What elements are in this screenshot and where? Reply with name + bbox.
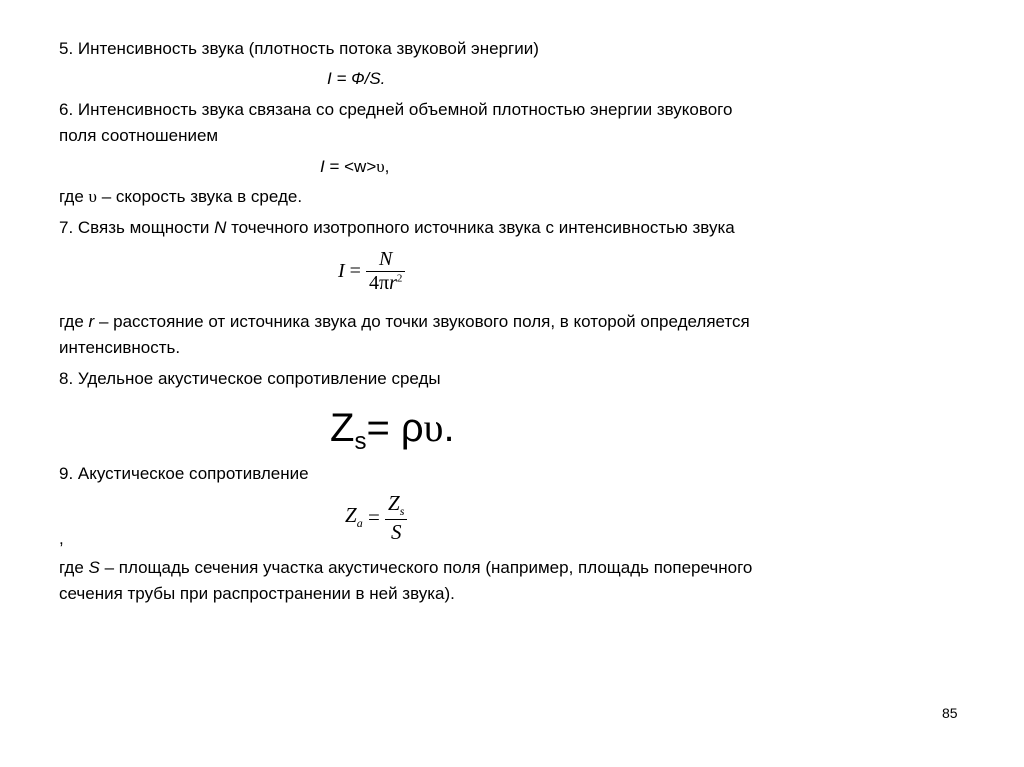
where-prefix: где [59, 312, 89, 331]
where-distance-line1 [59, 310, 750, 334]
item-9: 9. Акустическое сопротивление [59, 464, 309, 483]
item-7-prefix: 7. Связь мощности [59, 218, 215, 237]
formula-point-source [338, 248, 405, 295]
fraction [366, 248, 405, 295]
formula-energy-density [320, 155, 389, 179]
formula-end: . [443, 406, 455, 450]
formula-acoustic-impedance [345, 491, 407, 544]
formula-rest: = ρ [366, 406, 424, 450]
page-number: 85 [942, 705, 958, 721]
formula-equals: = [349, 260, 361, 282]
item-6-line1: 6. Интенсивность звука связана со средней объемной плотностью энергии звукового [59, 100, 733, 119]
denominator-coefficient: 4π [368, 272, 390, 294]
formula-lhs: I [338, 260, 345, 282]
upsilon-symbol: υ [423, 405, 444, 450]
power-symbol: N [214, 218, 227, 237]
lhs-symbol: Z [345, 503, 357, 528]
where-text: – расстояние от источника звука до точки звукового поля, в которой определяется [94, 312, 750, 331]
where-text: – площадь сечения участка акустического поля (например, площадь поперечного [99, 558, 753, 577]
formula-lhs [345, 503, 363, 531]
item-7-text: точечного изотропного источника звука с интенсивностью звука [226, 218, 735, 237]
distance-symbol: r [88, 312, 95, 331]
formula-i: I [320, 157, 325, 176]
denominator-variable: r [389, 272, 397, 294]
area-symbol: S [88, 558, 100, 577]
fraction [385, 491, 407, 544]
fraction-numerator [385, 491, 407, 519]
upsilon-symbol: υ [376, 157, 385, 176]
impedance-symbol: Z [330, 406, 355, 450]
fraction-denominator [366, 271, 405, 295]
fraction-denominator: S [385, 519, 407, 544]
numerator-symbol: Z [388, 491, 400, 515]
where-prefix: где [59, 558, 89, 577]
formula-intensity: I = Ф/S. [327, 69, 386, 88]
item-8: 8. Удельное акустическое сопротивление среды [59, 369, 441, 388]
where-prefix: где [59, 187, 89, 206]
fraction-numerator: N [378, 248, 393, 270]
formula-rest: = <w> [324, 157, 377, 176]
numerator-subscript: s [399, 504, 405, 519]
formula-equals: = [367, 505, 380, 530]
where-area-line1 [59, 556, 752, 580]
item-5: 5. Интенсивность звука (плотность потока звуковой энергии) [59, 39, 539, 58]
formula-specific-impedance [330, 404, 455, 466]
where-speed [59, 185, 302, 209]
impedance-subscript: s [354, 428, 367, 455]
where-area-line2: сечения трубы при распространении в ней звука). [59, 584, 455, 603]
comma: , [59, 529, 64, 548]
upsilon-symbol: υ [88, 187, 97, 206]
denominator-exponent: 2 [396, 272, 403, 285]
item-7 [59, 216, 735, 240]
lhs-subscript: a [356, 516, 363, 531]
where-distance-line2: интенсивность. [59, 338, 181, 357]
formula-end: , [384, 157, 390, 176]
where-text: – скорость звука в среде. [96, 187, 303, 206]
item-6-line2: поля соотношением [59, 126, 219, 145]
